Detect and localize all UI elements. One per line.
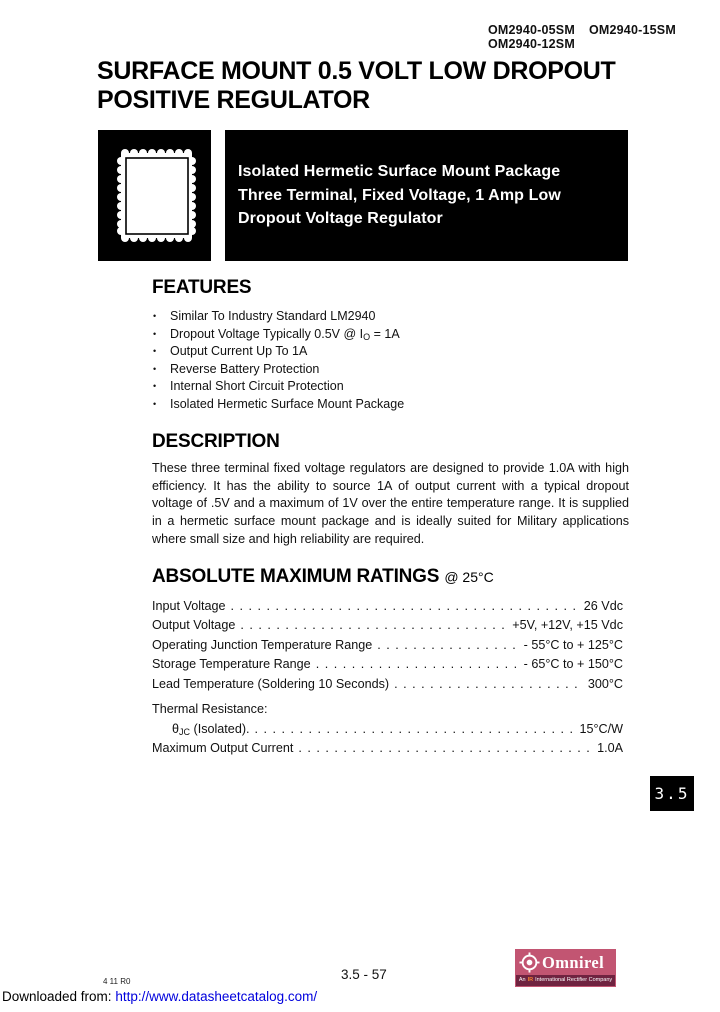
rating-label: Maximum Output Current: [152, 741, 294, 756]
surface-mount-package-icon: [98, 130, 211, 261]
rating-row: [152, 720, 623, 739]
dotted-leader: [394, 675, 583, 694]
page-title-line1: SURFACE MOUNT 0.5 VOLT LOW DROPOUT: [97, 57, 616, 85]
section-tab-label: 3.5: [654, 784, 690, 803]
bullet-icon: •: [153, 311, 157, 321]
omnirel-logo: [515, 949, 616, 987]
package-image-panel: [98, 130, 211, 261]
ratings-heading-main: ABSOLUTE MAXIMUM RATINGS: [152, 566, 440, 587]
rating-row: [152, 694, 623, 720]
omnirel-logo-top: [516, 950, 615, 975]
section-tab: [650, 776, 694, 811]
ratings-heading: [152, 566, 494, 588]
page-title-line2: POSITIVE REGULATOR: [97, 86, 370, 114]
description-text: These three terminal fixed voltage regulators are designed to provide 1.0A with high efficiency. It has the ability to source 1A of output current with a typical dropout voltage of .5V and a maximum of 1V over the entire temperature range. It is supplied in a hermetic surface mount package and is ideally suited for Military applications where small size and high reliability are required.: [152, 461, 629, 546]
banner-line1: Isolated Hermetic Surface Mount Package: [238, 163, 561, 181]
bullet-icon: •: [153, 398, 157, 409]
ratings-heading-condition: @ 25°C: [444, 569, 494, 585]
rating-label: Thermal Resistance:: [152, 702, 268, 717]
rating-value: 26 Vdc: [583, 599, 623, 613]
rating-row: [152, 675, 623, 694]
page-title: [97, 57, 637, 115]
bullet-icon: •: [153, 381, 157, 392]
description-heading: DESCRIPTION: [152, 431, 280, 452]
feature-item: [153, 396, 593, 414]
rating-value: 300°C: [587, 676, 623, 691]
rating-value: - 65°C to + 150°C: [523, 657, 623, 672]
target-crosshair-icon: [519, 952, 540, 973]
rating-row: [152, 739, 623, 758]
rating-row: [152, 655, 623, 674]
dotted-leader: [255, 720, 575, 739]
dotted-leader: [377, 636, 518, 655]
rating-value: 1.0A: [597, 741, 623, 756]
feature-item: [153, 343, 593, 361]
datasheetcatalog-link[interactable]: http://www.datasheetcatalog.com/: [115, 989, 318, 1004]
dotted-leader: [231, 597, 579, 616]
omnirel-logo-text: Omnirel: [542, 952, 605, 972]
rating-value: - 55°C to + 125°C: [523, 637, 623, 652]
feature-item: [153, 326, 593, 344]
page-number: 3.5 - 57: [341, 967, 387, 982]
dotted-leader: [316, 655, 519, 674]
part-number-12sm: OM2940-12SM: [488, 37, 575, 51]
rating-row: [152, 597, 623, 616]
part-number-05sm: OM2940-05SM: [488, 23, 575, 37]
rating-label: Input Voltage: [152, 599, 226, 613]
feature-item: [153, 361, 593, 379]
download-label: Downloaded from:: [2, 989, 116, 1004]
summary-banner: [225, 130, 628, 261]
features-heading: FEATURES: [152, 277, 252, 298]
part-numbers-line1: [488, 23, 676, 37]
banner-line3: Dropout Voltage Regulator: [238, 210, 443, 228]
feature-text: Internal Short Circuit Protection: [170, 379, 344, 394]
document-revision: 4 11 R0: [103, 977, 131, 986]
part-number-15sm: OM2940-15SM: [588, 23, 676, 37]
bullet-icon: •: [153, 328, 157, 339]
omnirel-logo-tagline: An IR International Rectifier Company: [516, 975, 615, 986]
rating-label: Output Voltage: [152, 618, 236, 633]
dotted-leader: [240, 616, 507, 635]
rating-label: Lead Temperature (Soldering 10 Seconds): [152, 676, 390, 691]
rating-row: [152, 616, 623, 635]
dotted-leader: [298, 739, 592, 758]
feature-text: Output Current Up To 1A: [170, 344, 308, 359]
feature-text: Reverse Battery Protection: [170, 361, 320, 376]
ir-logo-mark: IR: [527, 977, 534, 983]
bullet-icon: •: [153, 346, 157, 357]
ratings-table: [152, 597, 623, 759]
rating-row: [152, 636, 623, 655]
features-list: [153, 308, 593, 414]
feature-text: Similar To Industry Standard LM2940: [170, 309, 376, 323]
feature-text: Dropout Voltage Typically 0.5V @ $I_O = 1A$: [170, 326, 400, 342]
rating-label: Operating Junction Temperature Range: [152, 637, 373, 652]
rating-value: 15°C/W: [579, 721, 623, 736]
rating-label: Storage Temperature Range: [152, 657, 311, 672]
feature-item: [153, 308, 593, 326]
rating-value: +5V, +12V, +15 Vdc: [512, 618, 623, 633]
download-attribution: [2, 989, 317, 1004]
part-numbers: [488, 23, 676, 51]
feature-item: [153, 378, 593, 396]
part-numbers-line2: [488, 37, 676, 51]
dotted-leader: [272, 694, 618, 713]
feature-text: Isolated Hermetic Surface Mount Package: [170, 396, 405, 411]
banner-line2: Three Terminal, Fixed Voltage, 1 Amp Low: [238, 186, 561, 204]
bullet-icon: •: [153, 363, 157, 374]
rating-label: $\theta_{JC}$ (Isolated).: [172, 721, 250, 737]
